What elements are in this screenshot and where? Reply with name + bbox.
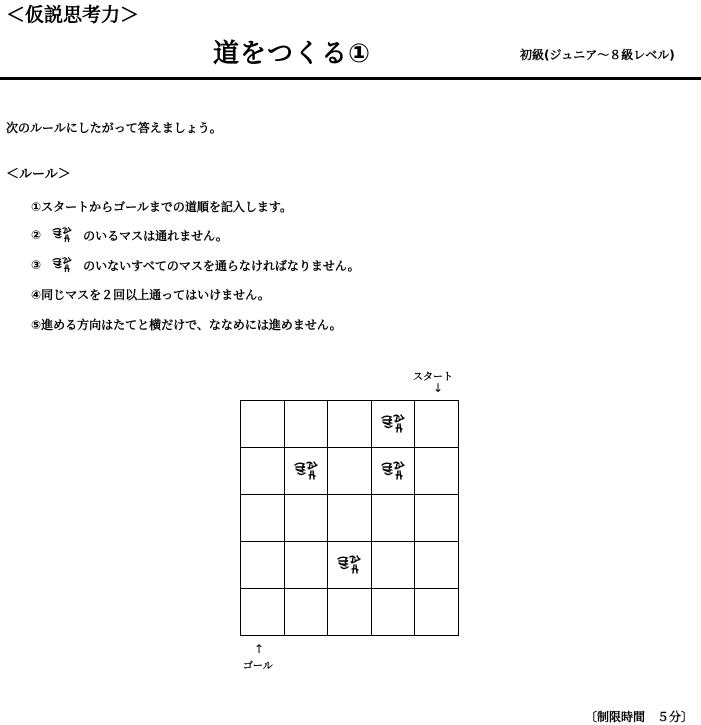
grid-cell[interactable] (285, 542, 329, 589)
grid-cell[interactable] (415, 448, 459, 495)
grid-cell[interactable] (241, 495, 285, 542)
rules-heading: ＜ルール＞ (6, 167, 71, 182)
grid-cell[interactable] (372, 542, 416, 589)
grid-cell[interactable] (415, 589, 459, 636)
grid-cell[interactable] (285, 495, 329, 542)
grid-cell[interactable] (372, 589, 416, 636)
grid-cell[interactable] (285, 448, 329, 495)
dragon-icon (51, 256, 73, 274)
grid-cell[interactable] (328, 401, 372, 448)
grid-cell[interactable] (241, 589, 285, 636)
grid-cell[interactable] (372, 448, 416, 495)
grid-cell[interactable] (415, 542, 459, 589)
grid-cell[interactable] (328, 448, 372, 495)
dragon-icon (380, 413, 406, 435)
time-limit: 〔制限時間 ５分〕 (585, 710, 694, 724)
rule-3 (31, 256, 360, 274)
rule-text: のいないすべてのマスを通らなければなりません。 (83, 258, 360, 273)
grid-cell[interactable] (285, 589, 329, 636)
grid-cell[interactable] (328, 542, 372, 589)
rule-1 (31, 198, 292, 215)
rule-5 (31, 316, 342, 333)
grid-cell[interactable] (415, 495, 459, 542)
grid-cell[interactable] (328, 495, 372, 542)
rule-number: ⑤ (31, 317, 42, 332)
instruction-text: 次のルールにしたがって答えましょう。 (6, 121, 222, 135)
rule-number: ① (31, 199, 42, 214)
category-label: ＜仮説思考力＞ (6, 4, 140, 26)
rule-number: ③ (31, 258, 42, 272)
grid-cell[interactable] (241, 401, 285, 448)
rule-4 (31, 286, 270, 303)
rule-number: ④ (31, 287, 42, 302)
start-label: スタート (413, 372, 453, 383)
grid-cell[interactable] (415, 401, 459, 448)
grid-cell[interactable] (328, 589, 372, 636)
grid-cell[interactable] (285, 401, 329, 448)
goal-label: ゴール (243, 661, 273, 672)
page-title: 道をつくる① (213, 39, 372, 69)
grid-cell[interactable] (372, 495, 416, 542)
puzzle-grid (240, 400, 459, 636)
rule-2 (31, 226, 228, 244)
dragon-icon (51, 226, 73, 244)
header-divider (0, 77, 701, 80)
rule-text: 同じマスを２回以上通ってはいけません。 (41, 288, 270, 302)
goal-arrow-icon: ↑ (254, 642, 265, 656)
dragon-icon (380, 460, 406, 482)
grid-cell[interactable] (241, 448, 285, 495)
dragon-icon (293, 460, 319, 482)
rule-text: スタートからゴールまでの道順を記入します。 (41, 200, 292, 214)
rule-text: 進める方向はたてと横だけで、ななめには進めません。 (41, 318, 342, 332)
grid-cell[interactable] (241, 542, 285, 589)
level-label: 初級(ジュニア～８級レベル) (520, 48, 675, 62)
start-arrow-icon: ↓ (433, 381, 444, 395)
dragon-icon (336, 554, 362, 576)
rule-text: のいるマスは通れません。 (83, 228, 228, 243)
grid-cell[interactable] (372, 401, 416, 448)
rule-number: ② (31, 228, 42, 242)
